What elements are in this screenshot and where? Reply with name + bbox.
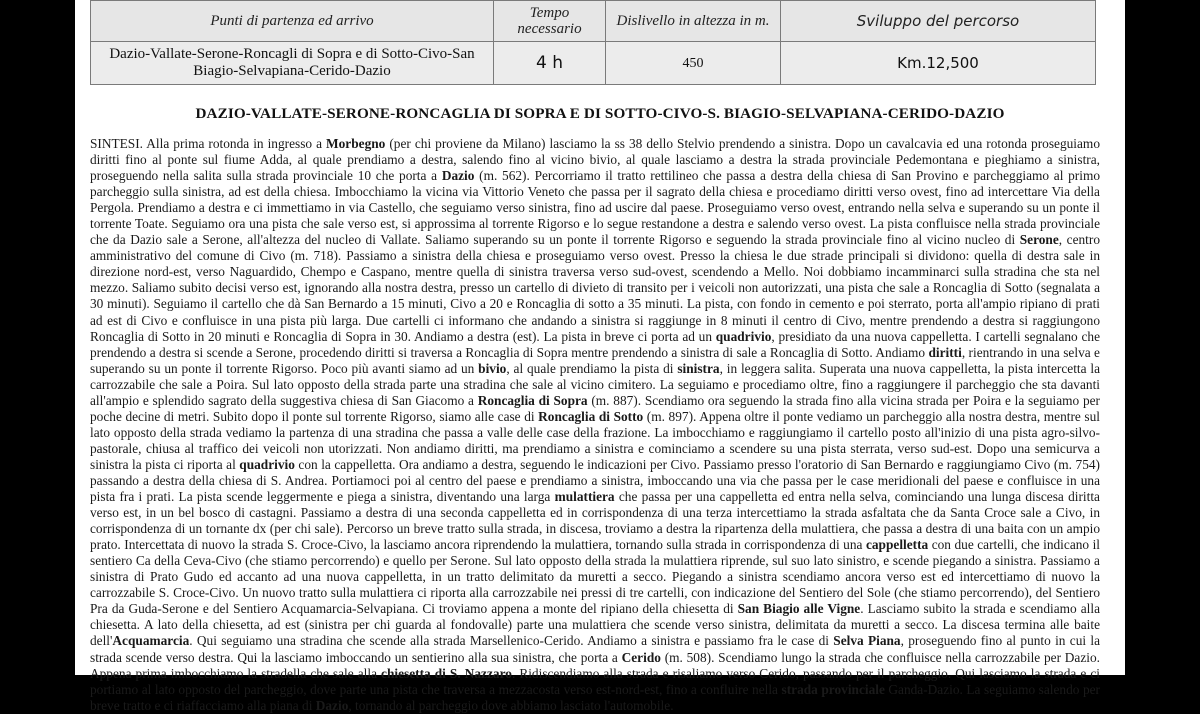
place-name: diritti [928,344,962,360]
text-segment: Ganda-Dazio. La seguiamo salendo per breve tratto e ci riaffacciamo alla piana di [90,681,1100,713]
text-segment: , presidiato da una nuova cappelletta. I cartelli segnalano che prendendo a destra si scende a Serone, procedendo diritti si traversa a Roncaglia di Sopra mentre prendendo a sinistra di sale a Roncaglia di Sotto. Andiamo [90,328,1100,360]
place-name: bivio [478,360,507,376]
text-segment: . Lasciamo subito la strada e scendiamo alla chiesetta. A lato della chiesetta, ad est (sinistra per chi guarda al fondovalle) parte una mulattiera che scende verso sinistra, delimitata da muretti a secco. La discesa termina alle baite dell' [90,601,1101,649]
text-segment: , rientrando in una selva e superando su un ponte il torrente Rigorso. Poco più avanti siamo ad un [90,344,1100,376]
place-name: Dazio [315,697,349,713]
place-name: San Biagio alle Vigne [737,601,861,617]
table-row [91,42,1096,85]
text-segment: , in leggera salita. Superata una nuova cappelletta, la pista intercetta la carrozzabile che sale a Poira. Sul lato opposto della strada parte una stradina che sale al vicino cimitero. La seguiamo e procediamo oltre, fino a raggiungere il parcheggio che sta davanti all'ampio e splendido sagrato della suggestiva chiesa di San Giacomo a [90,360,1100,408]
document-page [75,0,1125,713]
text-segment: con la cappelletta. Ora andiamo a destra, seguendo le indicazioni per Civo. Passiamo presso l'oratorio di San Bernardo e raggiungiamo Civo (m. 754) passando a destra della chiesa di S. Andrea. Portiamoci poi al centro del paese e prendiamo a sinistra, imboccando una via che passa per le case meridionali del paese e confluisce in una pista fra i prati. La pista scende leggermente e piega a sinistra, diventando una larga [90,456,1100,505]
text-segment: , centro amministrativo del comune di Civo (m. 718). Passiamo a sinistra della chiesa e proseguiamo verso ovest. Presso la chiesa le due strade principali si dividono: quella di destra sale in direzione nord-est, verso Naguardido, Chempo e Caspano, mentre quella di sinistra traversa verso sud-ovest, scendendo a Mello. Noi dobbiamo incamminarci sulla stradina che sta nel mezzo. Saliamo subito decisi verso est, ignorando alla nostra destra, presso un cartello di divieto di transito per i veicoli non autorizzati, una pista che sale a Roncaglia di Sotto (segnalata a 30 minuti). Seguiamo il cartello che dà San Bernardo a 15 minuti, Civo a 20 e Roncaglia di sotto a 35 minuti. La pista, con fondo in cemento e poi sterrato, porta all'ampio ripiano di prati ad est di Civo e confluisce in una pista più larga. Due cartelli ci informano che andando a sinistra si raggiunge in 8 minuti il centro di Civo, mentre prendendo a destra si raggiungono Roncaglia di Sotto in 20 minuti e Roncaglia di Sopra in 30. Andiamo a destra (est). La pista in breve ci porta ad un [90,232,1100,344]
cell-time: 4 h [494,42,606,85]
header-time: Tempo necessario [494,1,606,42]
text-segment: con due cartelli, che indicano il sentiero Ca della Ceva-Civo (che stiamo percorrendo) e quello per Serone. Sul lato opposto della strada la mulattiera riprende, sul suo lato sinistro, e scende piegando a sinistra. Passiamo a sinistra di Prato Gudo ed accanto ad una nuova cappelletta, in un tratto delimitato da muretti a secco. Piegando a sinistra scendiamo ancora verso est ed intercettiamo di nuovo la carrozzabile S. Croce-Civo. Un nuovo tratto sulla mulattiera ci riporta alla carrozzabile nei pressi di tre cartelli, con indicazione del Sentiero del Sole (che stiamo percorrendo), del Sentiero Pra da Guda-Serone e del Sentiero Acquamarcia-Selvapiana. Ci troviamo appena a monte del ripiano della chiesetta di [90,537,1100,617]
header-elevation: Dislivello in altezza in m. [606,1,781,42]
place-name: Roncaglia di Sopra [477,392,588,408]
text-segment: (m. 562). Percorriamo il tratto rettilineo che passa a destra della chiesa di San Provino e parcheggiamo al primo parcheggio sulla sinistra, ad est della chiesa. Imbocchiamo la vicina via Vittorio Veneto che passa per il sagrato della chiesa e procediamo diritti verso ovest, fino ad intercettare Via della Pergola. Prendiamo a destra e ci immettiamo in via Castello, che seguiamo verso sinistra, fino ad uscire dal paese. Proseguiamo verso ovest, entrando nella selva e superando su un ponte il torrente Toate. Seguiamo ora una pista che sale verso est, si approssima al torrente Rigorso e lo segue restandone a destra e salendo verso ovest. La pista confluisce nella strada provinciale che da Dazio sale a Serone, all'altezza del nucleo di Vallate. Saliamo superando su un ponte il torrente Rigorso e seguendo la strada provinciale fino al vicino nucleo di [90,168,1100,248]
text-segment: SINTESI. Alla prima rotonda in ingresso a [90,136,327,151]
text-segment: . Qui seguiamo una stradina che scende alla strada Marsellenico-Cerido. Andiamo a sinistra e passiamo fra le case di [189,633,834,649]
route-summary-table [90,0,1096,85]
place-name: quadrivio [715,328,772,344]
text-segment: (m. 887). Scendiamo ora seguendo la strada fino alla vicina strada per Poira e la seguiamo per poche decine di metri. Subito dopo il ponte sul torrente Rigorso, siamo alle case di [90,392,1100,424]
cell-elevation: 450 [606,42,781,85]
place-name: Cerido [621,649,661,665]
place-name: cappelletta [865,537,929,553]
text-segment: , al quale prendiamo la pista di [506,360,678,376]
place-name: mulattiera [554,489,615,505]
text-segment: (m. 508). Scendiamo lungo la strada che confluisce nella carrozzabile per Dazio. Appena prima imbocchiamo la stradella che sale alla [90,649,1100,681]
place-name: Roncaglia di Sotto [538,408,644,424]
place-name: sinistra [677,360,720,376]
text-segment: che passa per una cappelletta ed entra nella selva, cominciando una lunga discesa diritta verso est, in un bel bosco di castagni. Passiamo a destra di una seconda cappelletta ed in corrispondenza di una terza intercettiamo la strada asfaltata che da Santa Croce sale a Civo, in corrispondenza di un tornante dx (per chi sale). Percorso un breve tratto sulla strada, in discesa, troviamo a destra la ripartenza della mulattiera, che passa a destra di una baita con un ampio prato. Intercettata di nuovo la strada S. Croce-Civo, la lasciamo ancora riprendendo la mulattiera, tornando sulla strada in corrispondenza di una [90,489,1100,553]
text-segment: , proseguendo fino al punto in cui la strada scende verso destra. Qui la lasciamo imboccando un sentierino alla sua sinistra, che porta a [90,633,1100,665]
text-segment: , tornando al parcheggio dove abbiamo lasciato l'automobile. [348,697,674,713]
text-segment: (per chi proviene da Milano) lasciamo la ss 38 dello Stelvio prendendo a sinistra. Dopo un cavalcavia ed una rotonda proseguiamo diritti fino al ponte sul fiume Adda, al quale prendiamo a destra, salendo fino al vicino bivio, al quale lasciamo a destra la strada provinciale Pedemontana e pieghiamo a sinistra, proseguendo nella salita sulla strada provinciale 10 che porta a [90,136,1100,184]
place-name: Serone [1019,232,1059,248]
table-header-row [91,1,1096,42]
header-start-end: Punti di partenza ed arrivo [91,1,494,42]
place-name: Acquamarcia [112,633,190,649]
text-segment: . Ridiscendiamo alla strada e risaliamo verso Cerido, passando per il parcheggio. Qui lasciamo la strada e ci portiamo al lato opposto del parcheggio, dove parte una pista che traversa a mezzacosta verso est-nord-est, fino a confluire nella [90,665,1100,697]
place-name: Morbegno [326,136,386,151]
text-segment: (m. 897). Appena oltre il ponte vediamo un parcheggio alla nostra destra, mentre sul lato opposto della strada vediamo la partenza di una stradina che passa a valle delle case della frazione. La imbocchiamo e raggiungiamo il cartello posto all'inizio di una pista agro-silvo-pastorale, chiusa al traffico dei veicoli non utorizzati. Non andiamo diritti, ma prendiamo a sinistra e cominciamo a scendere su una pista sterrata, verso sud-est. Dopo una semicurva a sinistra la pista ci riporta al [90,408,1100,472]
cell-route: Dazio-Vallate-Serone-Roncagli di Sopra e di Sotto-Civo-San Biagio-Selvapiana-Cerido-Dazio [91,42,494,85]
place-name: Selva Piana [833,633,901,649]
page-title: DAZIO-VALLATE-SERONE-RONCAGLIA DI SOPRA E DI SOTTO-CIVO-S. BIAGIO-SELVAPIANA-CERIDO-DAZIO [195,105,1005,122]
header-length: Sviluppo del percorso [781,1,1096,42]
place-name: Dazio [441,168,475,184]
place-name: quadrivio [239,456,295,472]
place-name: chiesetta di S. Nazzaro [381,665,512,681]
route-description [90,136,1100,714]
place-name: strada provinciale [781,681,885,697]
cell-length: Km.12,500 [781,42,1096,85]
